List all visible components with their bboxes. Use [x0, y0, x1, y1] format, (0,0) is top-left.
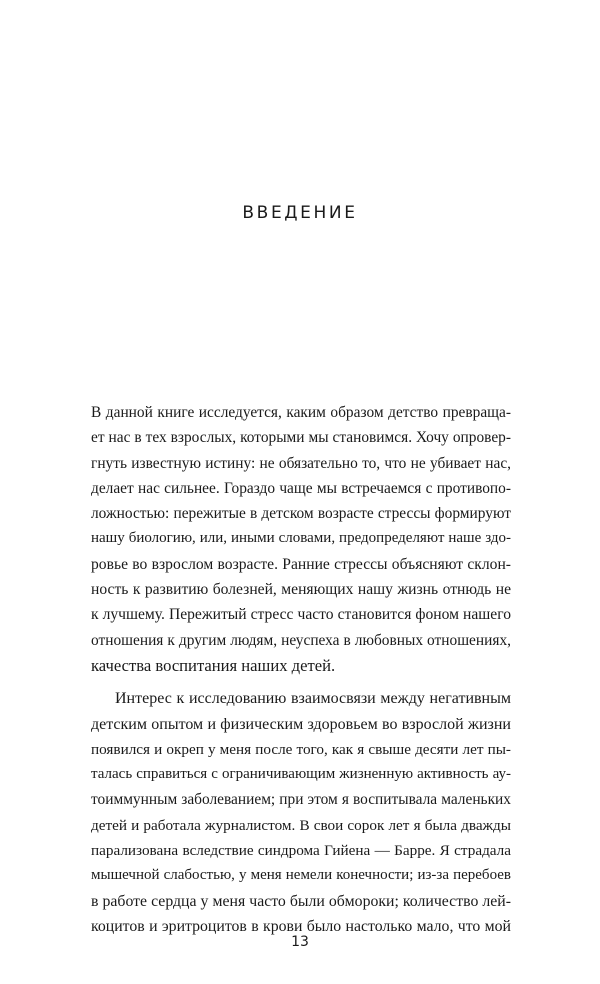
text-line: гнуть известную истину: не обязательно то, что не убивает нас,	[91, 454, 511, 472]
text-line: тоиммунным заболеванием; при этом я воспитывала маленьких	[91, 791, 511, 809]
text-line: ложностью: пережитые в детском возрасте стрессы формируют	[91, 505, 511, 523]
text-line: ровье во взрослом возрасте. Ранние стрессы объясняют склон-	[91, 555, 511, 573]
paragraph-2	[91, 686, 511, 939]
text-line: Интерес к исследованию взаимосвязи между негативным	[115, 690, 511, 708]
text-line: мышечной слабостью, у меня немели конечности; из-за перебоев	[91, 867, 511, 884]
text-line: ет нас в тех взрослых, которыми мы становимся. Хочу опровер-	[91, 429, 511, 447]
text-line: к лучшему. Пережитый стресс часто становится фоном нашего	[91, 606, 511, 624]
text-line: ность к развитию болезней, меняющих нашу жизнь отнюдь не	[91, 581, 511, 599]
paragraph-1	[91, 400, 511, 678]
text-line: В данной книге исследуется, каким образом детство превраща-	[91, 404, 511, 421]
text-line: отношения к другим людям, неуспеха в любовных отношениях,	[91, 631, 511, 649]
text-line: талась справиться с ограничивающим жизненную активность ау-	[91, 766, 511, 783]
text-line: коцитов и эритроцитов в крови было настолько мало, что мой	[91, 917, 511, 935]
text-line: делает нас сильнее. Гораздо чаще мы встречаемся с противопо-	[91, 479, 511, 497]
page-number: 13	[291, 934, 309, 950]
text-line: качества воспитания наших детей.	[91, 655, 336, 675]
text-line: нашу биологию, или, иными словами, предопределяют наше здо-	[91, 530, 511, 547]
paragraph-gap	[91, 678, 511, 686]
body-text	[91, 400, 511, 939]
text-line: детским опытом и физическим здоровьем во взрослой жизни	[91, 715, 511, 733]
chapter-title: ВВЕДЕНИЕ	[242, 203, 358, 223]
text-line: появился и окреп у меня после того, как я свыше десяти лет пы-	[91, 740, 511, 758]
text-line: в работе сердца у меня часто были обмороки; количество лей-	[91, 892, 511, 910]
text-line: парализована вследствие синдрома Гийена — Барре. Я страдала	[91, 842, 511, 860]
text-line: детей и работала журналистом. В свои сорок лет я была дважды	[91, 816, 511, 834]
